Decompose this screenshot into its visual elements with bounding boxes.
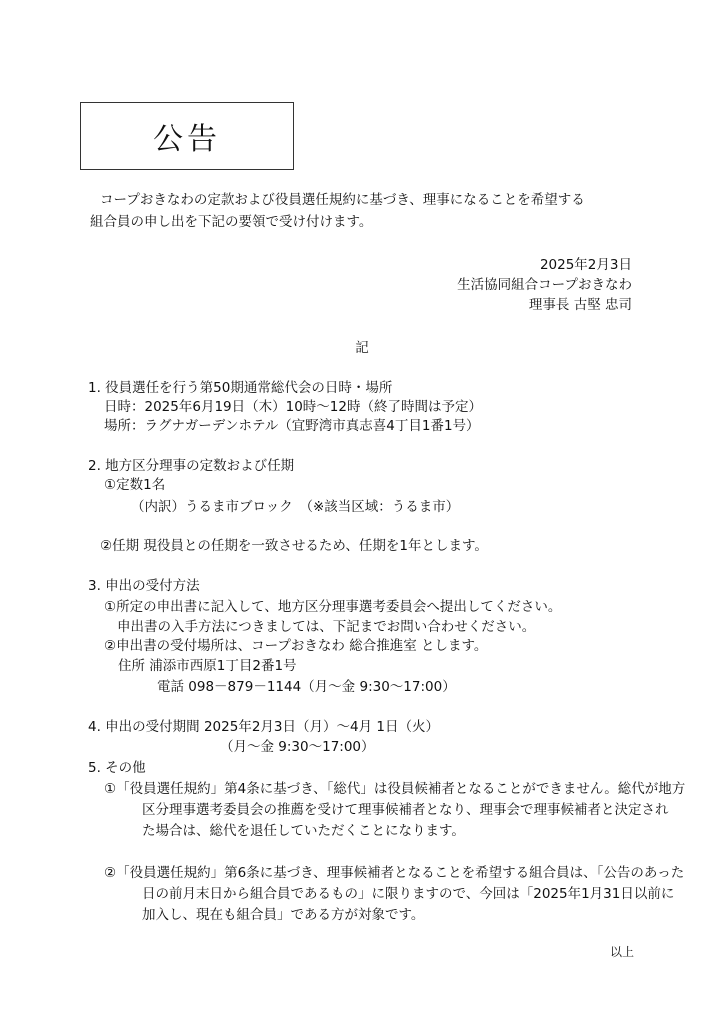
ki-heading: 記 bbox=[355, 340, 369, 356]
section3-item1: ①所定の申出書に記入して、地方区分理事選考委員会へ提出してください。 bbox=[104, 599, 562, 615]
section2-breakdown: （内訳）うるま市ブロック （※該当区域：うるま市） bbox=[131, 499, 460, 515]
closing-text: 以上 bbox=[609, 945, 634, 959]
section5-item2-line2: 日の前月末日から組合員であるもの」に限りますので、今回は「2025年1月31日以前に bbox=[142, 886, 675, 902]
section4-hours: （月～金 9:30～17:00） bbox=[220, 739, 375, 755]
section5-item2-line3: 加入し、現在も組合員」である方が対象です。 bbox=[142, 907, 425, 923]
notice-title: 公告 bbox=[80, 102, 294, 170]
section5-item1-line1: ①「役員選任規約」第4条に基づき、「総代」は役員候補者となることができません。総代が地方 bbox=[104, 781, 686, 797]
section2-term: ②任期 現役員との任期を一致させるため、任期を1年とします。 bbox=[100, 538, 488, 554]
section3-item2: ②申出書の受付場所は、コープおきなわ 総合推進室 とします。 bbox=[104, 638, 488, 654]
section5-item2-line1: ②「役員選任規約」第6条に基づき、理事候補者となることを希望する組合員は、「公告のあった bbox=[104, 865, 685, 881]
section5-heading: 5. その他 bbox=[88, 760, 146, 776]
section2-heading: 2. 地方区分理事の定数および任期 bbox=[88, 458, 295, 474]
section3-phone: 電話 098－879－1144（月～金 9:30～17:00） bbox=[157, 679, 456, 695]
section1-place: 場所：ラグナガーデンホテル（宜野湾市真志喜4丁目1番1号） bbox=[104, 418, 480, 434]
intro-line-2: 組合員の申し出を下記の要領で受け付けます。 bbox=[90, 214, 373, 230]
section5-item1-line2: 区分理事選考委員会の推薦を受けて理事候補者となり、理事会で理事候補者と決定され bbox=[142, 802, 669, 818]
section3-address: 住所 浦添市西原1丁目2番1号 bbox=[118, 658, 297, 674]
section4-heading: 4. 申出の受付期間 2025年2月3日（月）～4月 1日（火） bbox=[88, 719, 439, 735]
chairperson-name: 理事長 古堅 忠司 bbox=[528, 297, 632, 313]
intro-line-1: コープおきなわの定款および役員選任規約に基づき、理事になることを希望する bbox=[100, 192, 585, 208]
organization-name: 生活協同組合コープおきなわ bbox=[457, 277, 632, 293]
section2-quota: ①定数1名 bbox=[104, 477, 166, 493]
section5-item1-line3: た場合は、総代を退任していただくことになります。 bbox=[142, 823, 465, 839]
notice-date: 2025年2月3日 bbox=[539, 257, 632, 273]
section3-heading: 3. 申出の受付方法 bbox=[88, 578, 200, 594]
section1-datetime: 日時：2025年6月19日（木）10時～12時（終了時間は予定） bbox=[104, 399, 482, 415]
section3-item1-note: 申出書の入手方法につきましては、下記までお問い合わせください。 bbox=[117, 619, 536, 635]
section1-heading: 1. 役員選任を行う第50期通常総代会の日時・場所 bbox=[88, 380, 393, 396]
